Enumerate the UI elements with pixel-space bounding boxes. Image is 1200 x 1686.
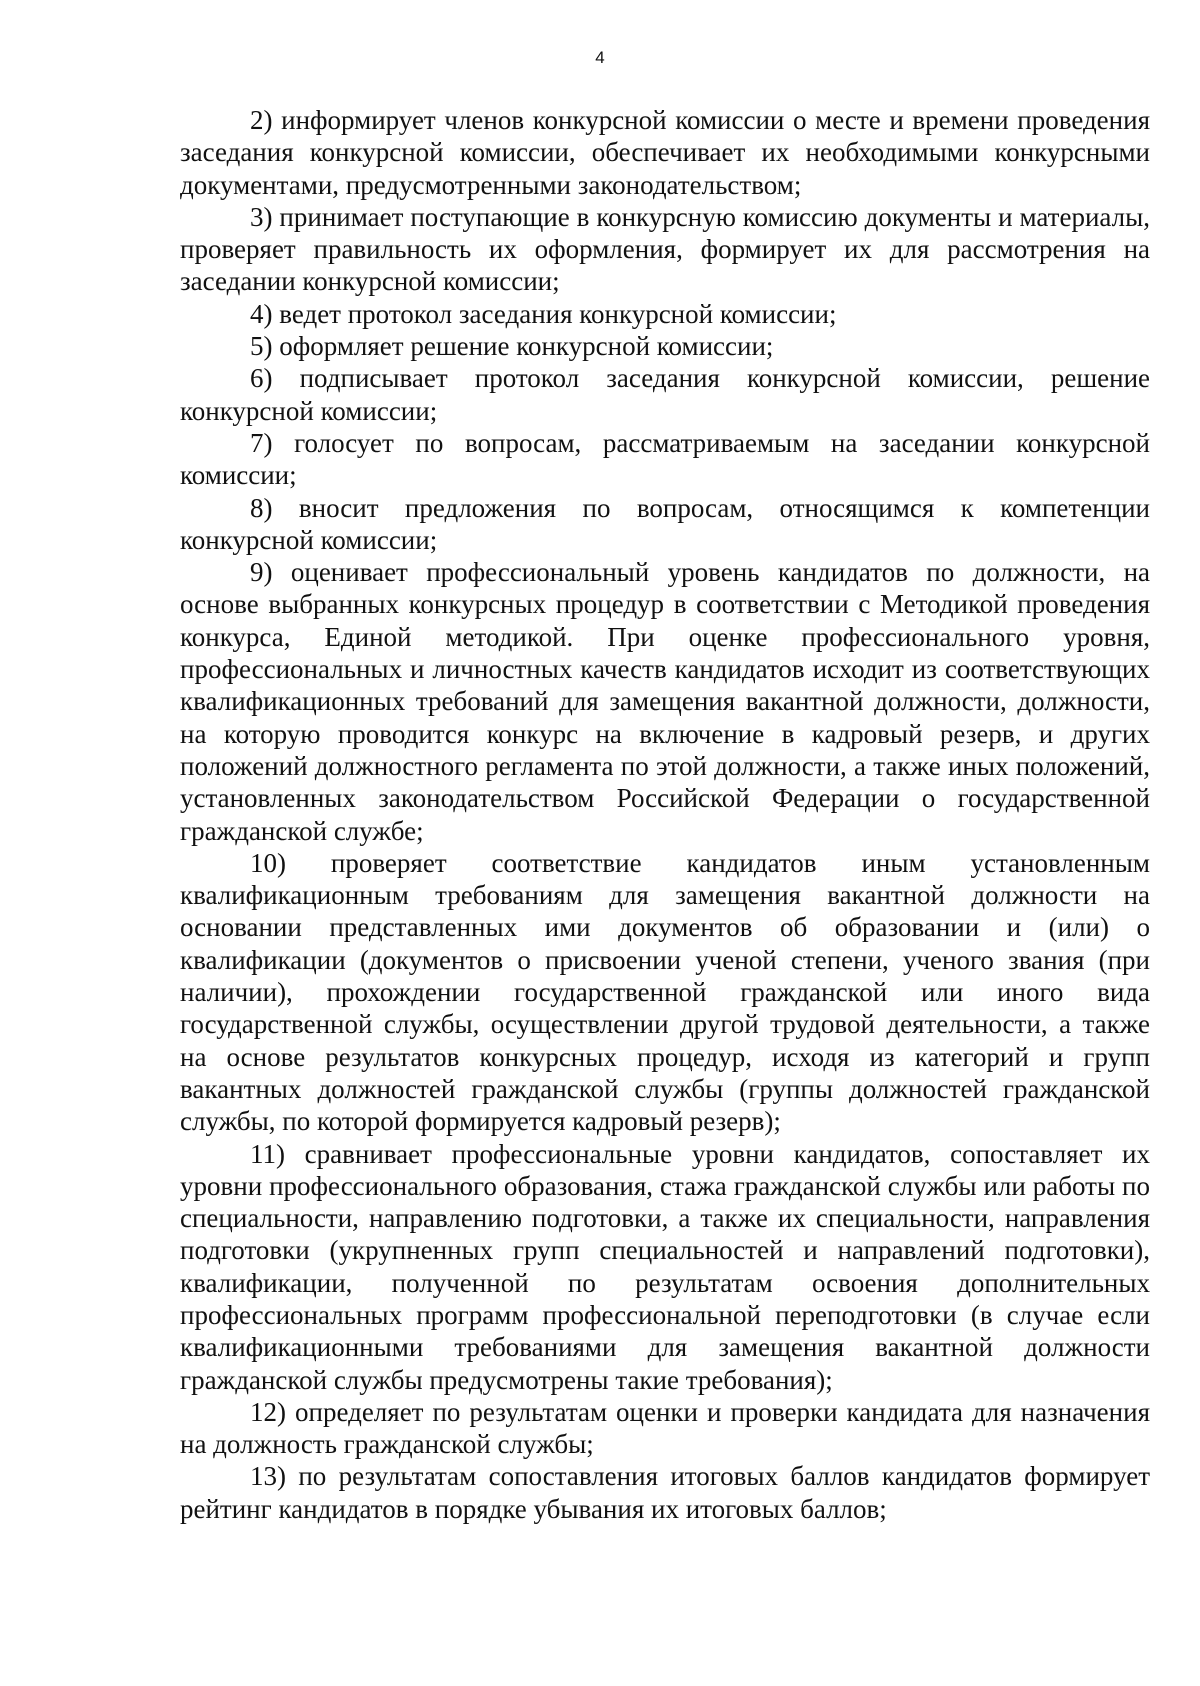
list-item: 6) подписывает протокол заседания конкурсной комиссии, решение конкурсной комиссии;: [180, 363, 1150, 426]
list-item: 4) ведет протокол заседания конкурсной комиссии;: [250, 298, 837, 329]
list-item: 3) принимает поступающие в конкурсную комиссию документы и материалы, проверяет правильность их оформления, формирует их для рассмотрения на заседании конкурсной комиссии;: [180, 201, 1150, 297]
list-item: 5) оформляет решение конкурсной комиссии;: [250, 331, 774, 362]
list-item: 7) голосует по вопросам, рассматриваемым на заседании конкурсной комиссии;: [180, 427, 1150, 491]
list-item: 8) вносит предложения по вопросам, относящимся к компетенции конкурсной комиссии;: [180, 492, 1150, 555]
list-item: 9) оценивает профессиональный уровень кандидатов по должности, на основе выбранных конкурсных процедур в соответствии с Методикой проведения конкурса, Единой методикой. При оценке профессионального уровня, профессиональных и личностных качеств кандидатов исходит из соответствующих квалификационных требований для замещения вакантной должности, должности, на которую проводится конкурс на включение в кадровый резерв, и других положений должностного регламента по этой должности, а также иных положений, установленных законодательством Российской Федерации о государственной гражданской службе;: [180, 557, 1150, 846]
page-number: 4: [595, 48, 605, 67]
document-body: [180, 104, 1150, 1525]
list-item: 10) проверяет соответствие кандидатов иным установленным квалификационным требованиям для замещения вакантной должности на основании представленных ими документов об образовании и (или) о квалификации (документов о присвоении ученой степени, ученого звания (при наличии), прохождении государственной гражданской или иного вида государственной службы, осуществлении другой трудовой деятельности, а также на основе результатов конкурсных процедур, исходя из категорий и групп вакантных должностей гражданской службы (группы должностей гражданской службы, по которой формируется кадровый резерв);: [180, 847, 1150, 1137]
list-item: 13) по результатам сопоставления итоговых баллов кандидатов формирует рейтинг кандидатов в порядке убывания их итоговых баллов;: [180, 1461, 1150, 1524]
list-item: 12) определяет по результатам оценки и проверки кандидата для назначения на должность гражданской службы;: [180, 1396, 1150, 1460]
list-item: 2) информирует членов конкурсной комиссии о месте и времени проведения заседания конкурсной комиссии, обеспечивает их необходимыми конкурсными документами, предусмотренными законодательством;: [180, 105, 1150, 200]
list-item: 11) сравнивает профессиональные уровни кандидатов, сопоставляет их уровни профессионального образования, стажа гражданской службы или работы по специальности, направлению подготовки, а также их специальности, направления подготовки (укрупненных групп специальностей и направлений подготовки), квалификации, полученной по результатам освоения дополнительных профессиональных программ профессиональной переподготовки (в случае если квалификационными требованиями для замещения вакантной должности гражданской службы предусмотрены такие требования);: [180, 1138, 1150, 1395]
